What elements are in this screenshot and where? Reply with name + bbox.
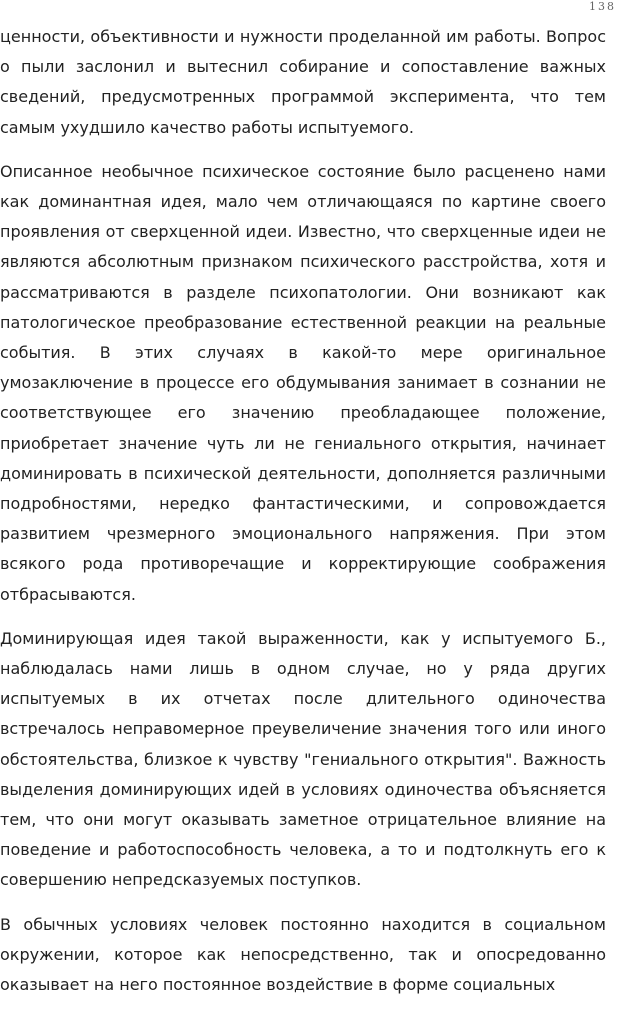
paragraph-1: ценности, объективности и нужности проделанной им работы. Вопрос о пыли заслонил и вытеснил собирание и сопоставление важных сведений, предусмотренных программой эксперимента, что тем самым ухудшило качество работы испытуемого. — [0, 27, 606, 137]
paragraph-2: Описанное необычное психическое состояние было расценено нами как доминантная идея, мало чем отличающаяся по картине своего проявления от сверхценной идеи. Известно, что сверхценные идеи не являются абсолютным признаком психического расстройства, хотя и рассматриваются в разделе психопатологии. Они возникают как патологическое преобразование естественной реакции на реальные события. В этих случаях в какой-то мере оригинальное умозаключение в процессе его обдумывания занимает в сознании не соответствующее его значению преобладающее положение, приобретает значение чуть ли не гениального открытия, начинает доминировать в психической деятельности, дополняется различными подробностями, нередко фантастическими, и сопровождается развитием чрезмерного эмоционального напряжения. При этом всякого рода противоречащие и корректирующие соображения отбрасываются. — [0, 161, 606, 604]
page-number: 138 — [589, 0, 616, 13]
paragraph-3: Доминирующая идея такой выраженности, как у испытуемого Б., наблюдалась нами лишь в одном случае, но у ряда других испытуемых в их отчетах после длительного одиночества встречалось неправомерное преувеличение значения того или иного обстоятельства, близкое к чувству "гениального открытия". Важность выделения доминирующих идей в условиях одиночества объясняется тем, что они могут оказывать заметное отрицательное влияние на поведение и работоспособность человека, а то и подтолкнуть его к совершению непредсказуемых поступков. — [0, 628, 606, 890]
body-text — [0, 22, 606, 1000]
paragraph-4: В обычных условиях человек постоянно находится в социальном окружении, которое как непосредственно, так и опосредованно оказывает на него постоянное воздействие в форме социальных — [0, 914, 606, 995]
